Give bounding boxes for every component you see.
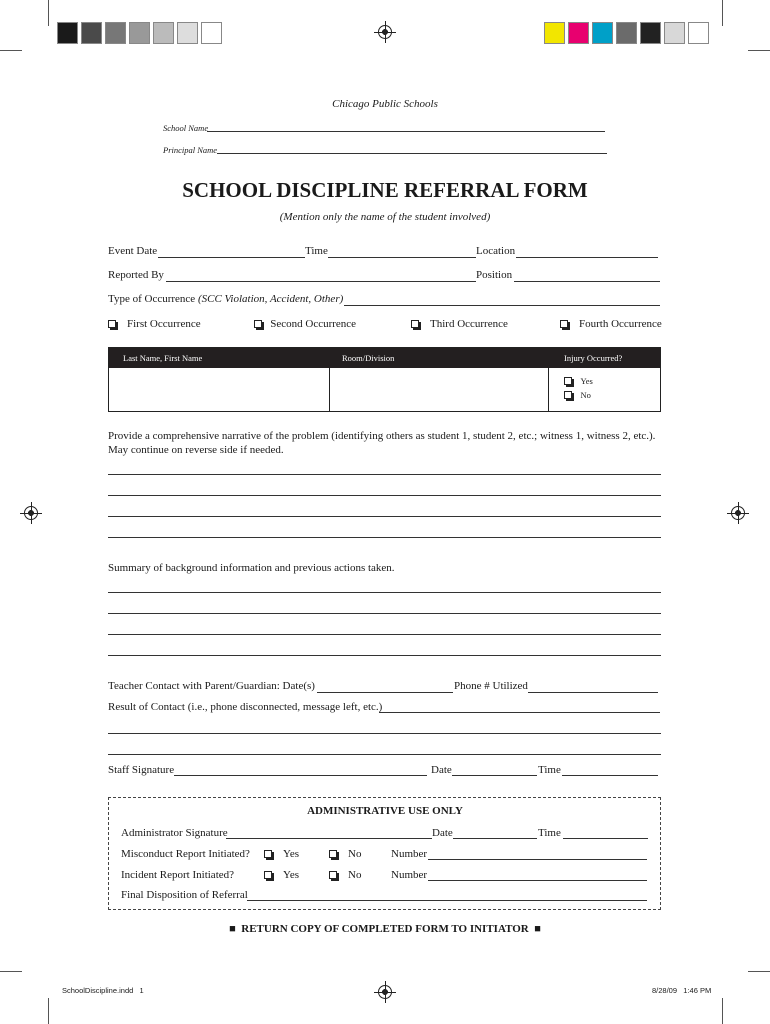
registration-mark-icon xyxy=(378,985,392,999)
crop-mark xyxy=(0,971,22,972)
incident-label: Incident Report Initiated? xyxy=(121,869,235,881)
checkbox-icon[interactable] xyxy=(108,320,116,328)
type-of-occurrence-label xyxy=(108,293,343,305)
header-injury: Injury Occurred? xyxy=(564,353,623,363)
incident-number-label: Number xyxy=(391,869,428,881)
registration-mark-icon xyxy=(378,25,392,39)
checkbox-icon[interactable] xyxy=(254,320,262,328)
occurrence-third[interactable] xyxy=(411,318,508,330)
principal-name-label: Principal Name xyxy=(163,145,218,155)
admin-signature-label: Administrator Signature xyxy=(121,827,228,839)
registration-mark-icon xyxy=(731,506,745,520)
location-field[interactable] xyxy=(516,257,658,258)
final-disposition-label: Final Disposition of Referral xyxy=(121,889,248,901)
phone-utilized-label: Phone # Utilized xyxy=(454,680,528,692)
staff-signature-field[interactable] xyxy=(174,775,427,776)
org-name: Chicago Public Schools xyxy=(332,98,438,110)
square-bullet-icon: ■ xyxy=(534,923,541,935)
injury-no-label: No xyxy=(580,390,591,400)
summary-label: Summary of background information and previous actions taken. xyxy=(108,562,395,574)
checkbox-icon[interactable] xyxy=(564,377,572,385)
injury-no[interactable] xyxy=(564,390,591,400)
checkbox-icon[interactable] xyxy=(560,320,568,328)
color-swatch xyxy=(129,22,150,44)
square-bullet-icon: ■ xyxy=(229,923,236,935)
teacher-contact-label: Teacher Contact with Parent/Guardian: Date(s) xyxy=(108,680,315,692)
occurrence-fourth[interactable] xyxy=(560,318,662,330)
room-division-cell[interactable] xyxy=(330,369,547,411)
misconduct-label: Misconduct Report Initiated? xyxy=(121,848,250,860)
narrative-line[interactable] xyxy=(108,495,661,496)
school-name-label: School Name xyxy=(163,123,209,133)
type-label-text: Type of Occurrence xyxy=(108,293,196,305)
header-room: Room/Division xyxy=(342,353,395,363)
principal-name-field[interactable] xyxy=(217,153,607,154)
admin-signature-field[interactable] xyxy=(226,838,432,839)
injury-yes[interactable] xyxy=(564,376,593,386)
header-name: Last Name, First Name xyxy=(123,353,203,363)
incident-number-field[interactable] xyxy=(428,880,647,881)
page-title: SCHOOL DISCIPLINE REFERRAL FORM xyxy=(182,178,588,202)
school-name-field[interactable] xyxy=(207,131,605,132)
color-swatch xyxy=(544,22,565,44)
misconduct-yes[interactable] xyxy=(264,848,299,860)
result-line[interactable] xyxy=(108,754,661,755)
misconduct-no[interactable] xyxy=(329,848,361,860)
summary-line[interactable] xyxy=(108,592,661,593)
yes-label: Yes xyxy=(283,848,300,860)
summary-line[interactable] xyxy=(108,655,661,656)
narrative-line[interactable] xyxy=(108,474,661,475)
occurrence-label: Third Occurrence xyxy=(430,318,508,330)
event-date-field[interactable] xyxy=(158,257,305,258)
no-label: No xyxy=(348,869,362,881)
admin-heading: ADMINISTRATIVE USE ONLY xyxy=(307,805,463,817)
narrative-line[interactable] xyxy=(108,537,661,538)
occurrence-label: Second Occurrence xyxy=(270,318,357,330)
result-label: Result of Contact (i.e., phone disconnected, message left, etc.) xyxy=(108,701,383,713)
incident-no[interactable] xyxy=(329,869,361,881)
reported-by-field[interactable] xyxy=(166,281,476,282)
checkbox-icon[interactable] xyxy=(329,850,337,858)
location-label: Location xyxy=(476,245,516,257)
crop-mark xyxy=(722,998,723,1024)
staff-time-field[interactable] xyxy=(562,775,658,776)
staff-date-field[interactable] xyxy=(452,775,537,776)
result-field[interactable] xyxy=(379,712,660,713)
staff-time-label: Time xyxy=(538,764,561,776)
page-subtitle: (Mention only the name of the student involved) xyxy=(279,211,491,223)
incident-yes[interactable] xyxy=(264,869,299,881)
checkbox-icon[interactable] xyxy=(329,871,337,879)
color-swatch xyxy=(153,22,174,44)
slug-timestamp: 8/28/09 1:46 PM xyxy=(652,986,712,995)
color-swatch xyxy=(105,22,126,44)
color-swatch xyxy=(177,22,198,44)
summary-line[interactable] xyxy=(108,613,661,614)
staff-signature-label: Staff Signature xyxy=(108,764,175,776)
color-swatch xyxy=(592,22,613,44)
slug-filename: SchoolDiscipline.indd 1 xyxy=(62,986,144,995)
occurrence-label: First Occurrence xyxy=(127,318,201,330)
footer-note xyxy=(0,923,770,935)
table-divider xyxy=(548,368,549,412)
checkbox-icon[interactable] xyxy=(264,871,272,879)
admin-date-field[interactable] xyxy=(453,838,537,839)
color-swatch xyxy=(568,22,589,44)
narrative-line[interactable] xyxy=(108,516,661,517)
student-table xyxy=(108,347,661,412)
position-field[interactable] xyxy=(514,281,660,282)
color-swatch xyxy=(688,22,709,44)
admin-date-label: Date xyxy=(432,827,453,839)
time-field[interactable] xyxy=(328,257,476,258)
color-swatch xyxy=(201,22,222,44)
color-swatch xyxy=(640,22,661,44)
color-swatch xyxy=(616,22,637,44)
admin-time-label: Time xyxy=(538,827,561,839)
crop-mark xyxy=(748,50,770,51)
type-of-occurrence-field[interactable] xyxy=(344,305,660,306)
occurrence-second[interactable] xyxy=(254,318,356,330)
crop-mark xyxy=(48,998,49,1024)
crop-mark xyxy=(748,971,770,972)
footer-note-text: RETURN COPY OF COMPLETED FORM TO INITIATOR xyxy=(241,923,529,935)
event-date-label: Event Date xyxy=(108,245,158,257)
occurrence-first[interactable] xyxy=(108,318,201,330)
color-swatch xyxy=(664,22,685,44)
narrative-instruction: Provide a comprehensive narrative of the problem (identifying others as student 1, student 2, etc.; witness 1, witness 2, etc.). xyxy=(108,430,656,442)
yes-label: Yes xyxy=(283,869,300,881)
admin-time-field[interactable] xyxy=(563,838,648,839)
injury-yes-label: Yes xyxy=(580,376,593,386)
summary-line[interactable] xyxy=(108,634,661,635)
student-name-cell[interactable] xyxy=(110,369,328,411)
phone-utilized-field[interactable] xyxy=(528,692,658,693)
staff-date-label: Date xyxy=(431,764,452,776)
position-label: Position xyxy=(476,269,513,281)
occurrence-label: Fourth Occurrence xyxy=(579,318,662,330)
checkbox-icon[interactable] xyxy=(564,391,572,399)
color-swatch xyxy=(57,22,78,44)
type-hint-text: (SCC Violation, Accident, Other) xyxy=(197,293,344,305)
checkbox-icon[interactable] xyxy=(264,850,272,858)
color-swatch xyxy=(81,22,102,44)
time-label: Time xyxy=(305,245,328,257)
contact-dates-field[interactable] xyxy=(317,692,453,693)
registration-mark-icon xyxy=(24,506,38,520)
narrative-instruction-2: May continue on reverse side if needed. xyxy=(108,444,284,456)
reported-by-label: Reported By xyxy=(108,269,164,281)
crop-mark xyxy=(0,50,22,51)
crop-mark xyxy=(722,0,723,26)
misconduct-number-field[interactable] xyxy=(428,859,647,860)
no-label: No xyxy=(348,848,362,860)
misconduct-number-label: Number xyxy=(391,848,428,860)
checkbox-icon[interactable] xyxy=(411,320,419,328)
final-disposition-field[interactable] xyxy=(247,900,647,901)
result-line[interactable] xyxy=(108,733,661,734)
crop-mark xyxy=(48,0,49,26)
